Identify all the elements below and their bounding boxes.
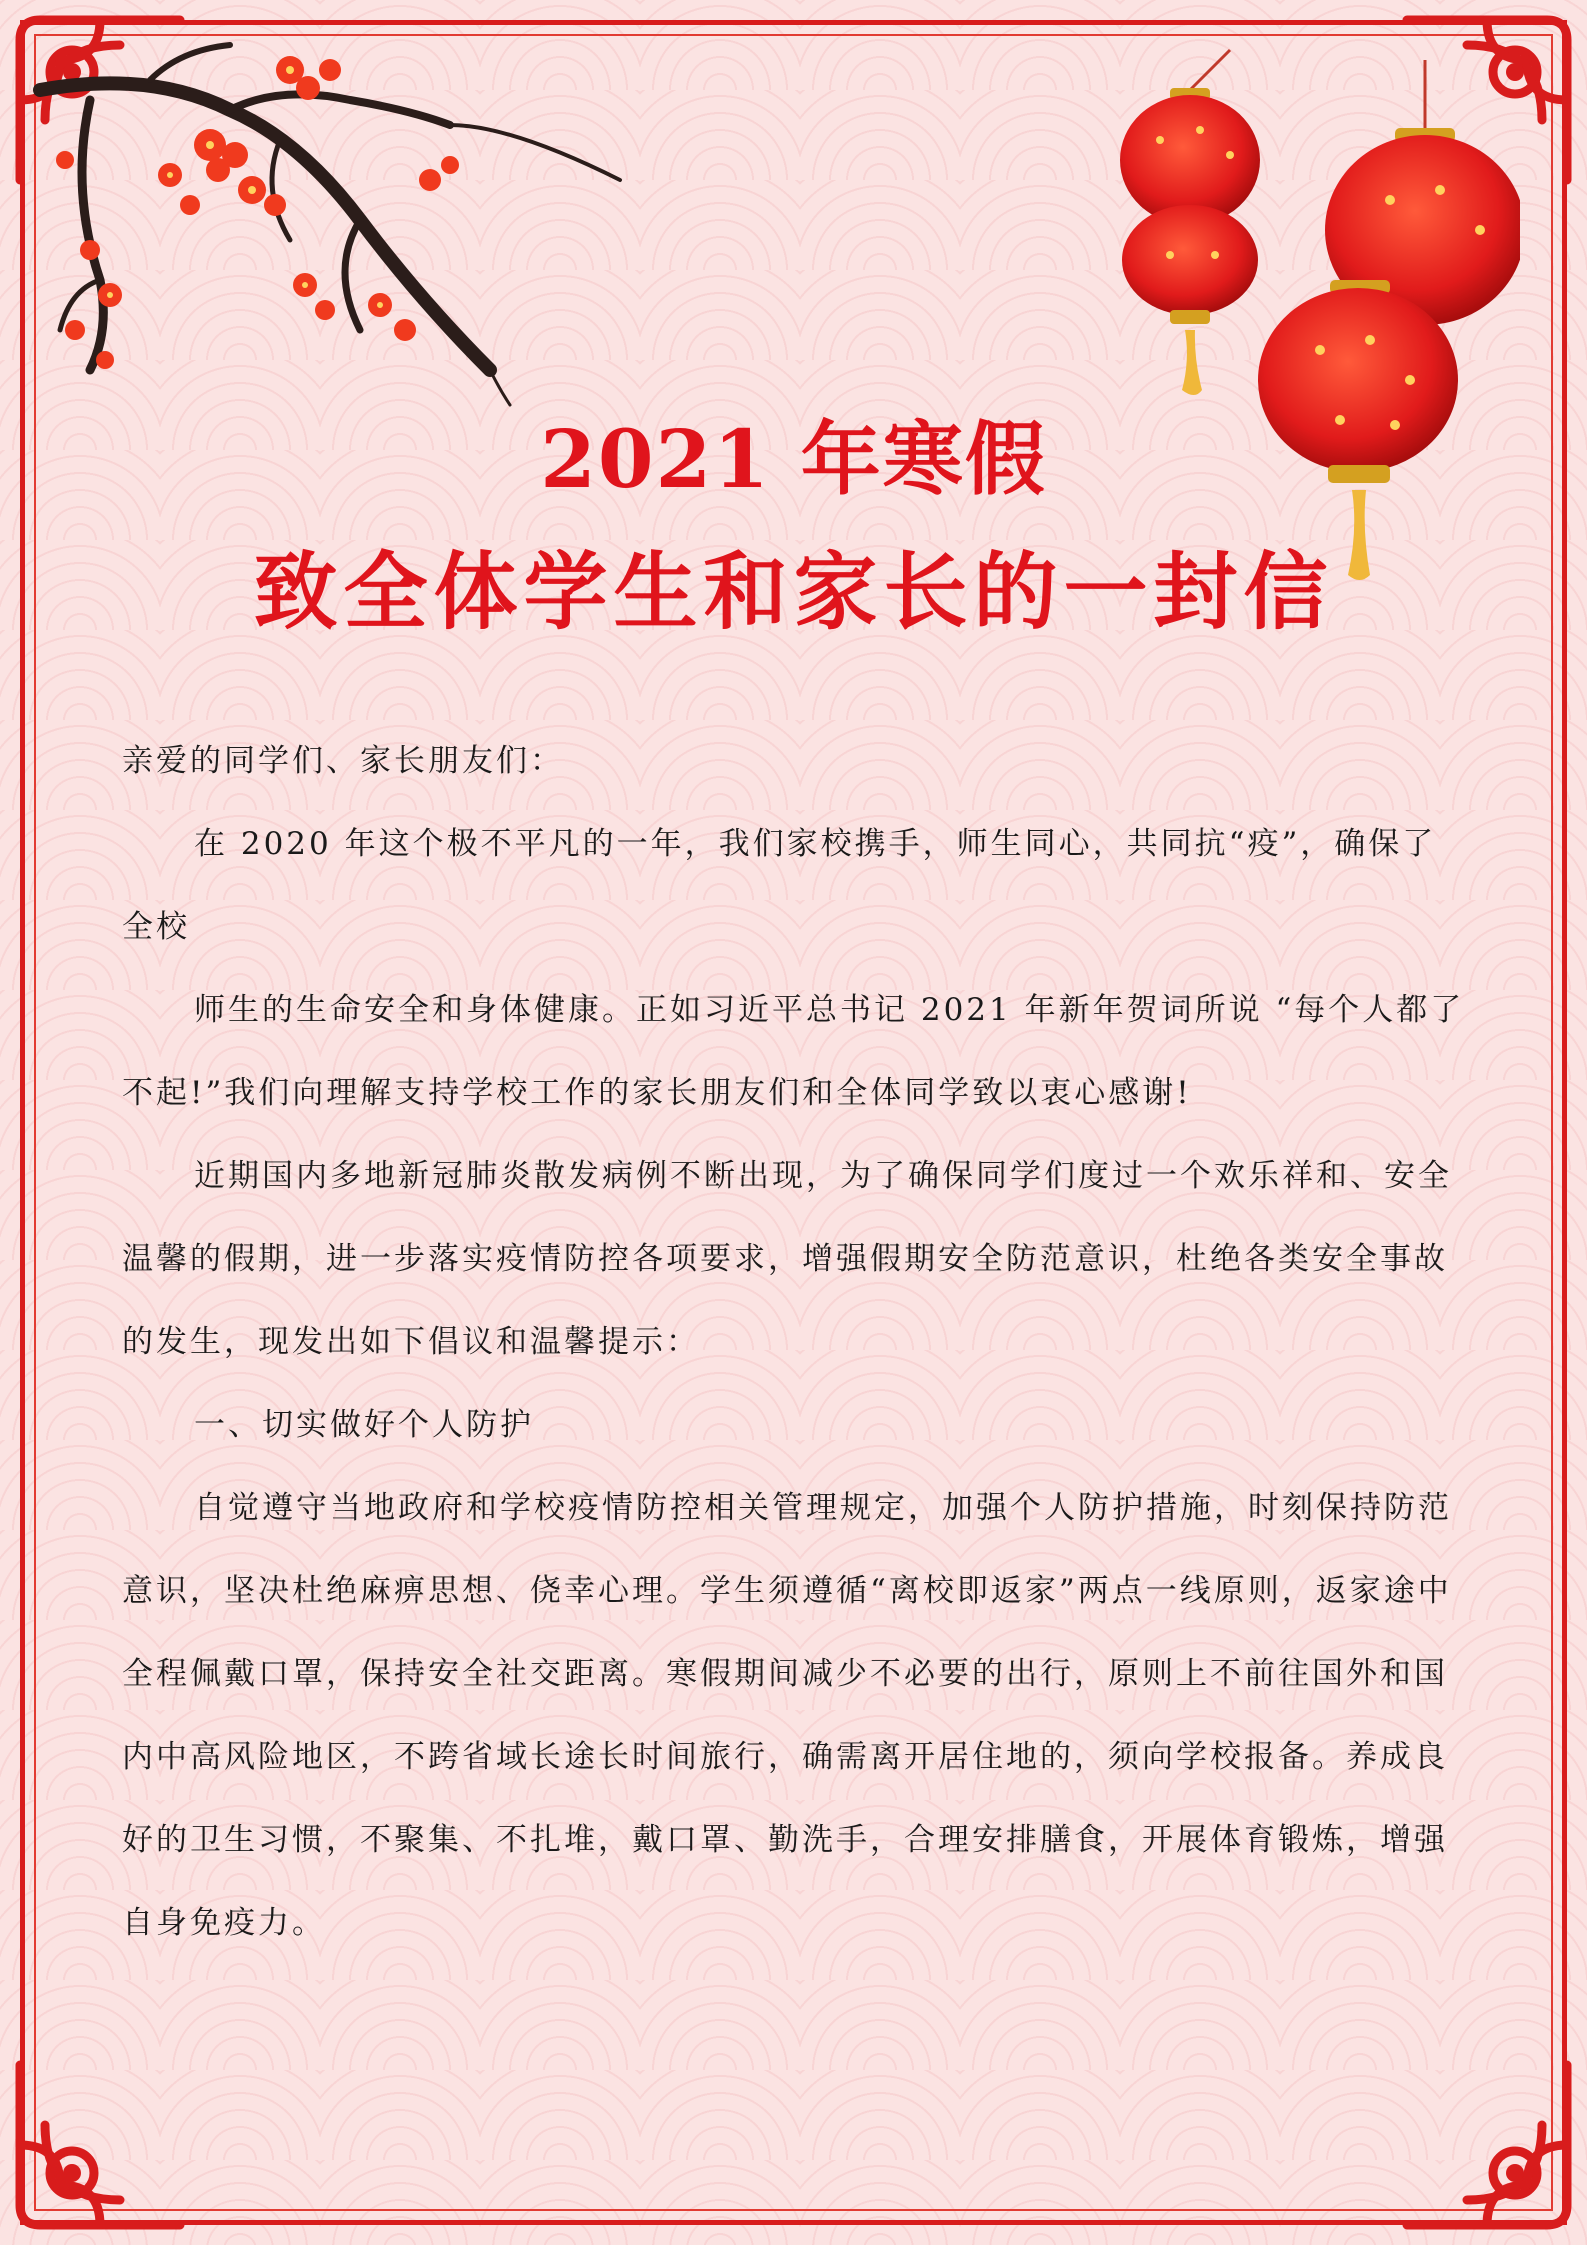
letter-paragraph: 自觉遵守当地政府和学校疫情防控相关管理规定，加强个人防护措施，时刻保持防范意识，坚决杜绝麻痹思想、侥幸心理。学生须遵循“离校即返家”两点一线原则，返家途中全程佩戴口罩，保持安全社交距离。寒假期间减少不必要的出行，原则上不前往国外和国内中高风险地区，不跨省域长途长时间旅行，确需离开居住地的，须向学校报备。养成良好的卫生习惯，不聚集、不扎堆，戴口罩、勤洗手，合理安排膳食，开展体育锻炼，增强自身免疫力。 <box>122 1490 1452 1941</box>
corner-ornament-icon <box>0 2045 200 2245</box>
page-title: 2021 年寒假 <box>540 412 1047 506</box>
letter-salutation: 亲爱的同学们、家长朋友们： <box>122 743 564 779</box>
letter-paragraph: 在 2020 年这个极不平凡的一年，我们家校携手，师生同心，共同抗“疫”，确保了全校 <box>122 826 1437 945</box>
page-subtitle: 致全体学生和家长的一封信 <box>253 542 1334 641</box>
section-heading: 一、切实做好个人防护 <box>194 1407 534 1443</box>
corner-ornament-icon <box>1387 2045 1587 2245</box>
letter-paragraph: 近期国内多地新冠肺炎散发病例不断出现，为了确保同学们度过一个欢乐祥和、安全温馨的假期，进一步落实疫情防控各项要求，增强假期安全防范意识，杜绝各类安全事故的发生，现发出如下倡议和温馨提示： <box>122 1158 1452 1360</box>
letter-paragraph: 师生的生命安全和身体健康。正如习近平总书记 2021 年新年贺词所说 “每个人都了不起!”我们向理解支持学校工作的家长朋友们和全体同学致以衷心感谢! <box>122 992 1465 1111</box>
plum-blossom-branch-icon <box>30 30 650 410</box>
letter-body <box>122 720 1465 1965</box>
